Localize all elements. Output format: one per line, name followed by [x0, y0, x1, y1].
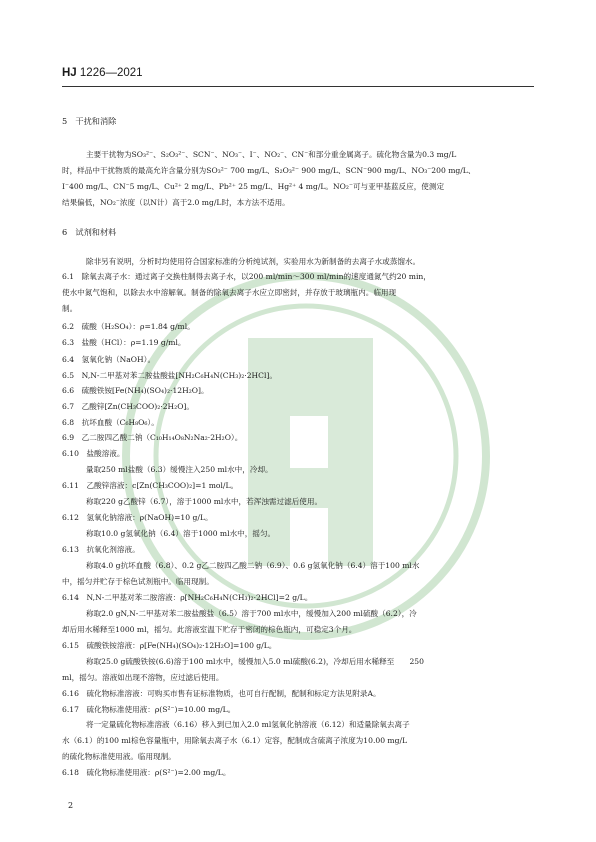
section-6-line: 却后用水稀释至1000 ml，摇匀。此溶液室温下贮存于密闭的棕色瓶内，可稳定3个月。	[62, 625, 357, 634]
section-6-line: 6.5 N,N-二甲基对苯二胺盐酸盐[NH₂C₆H₄N(CH₃)₂·2HCl]。	[62, 371, 277, 380]
section-6-line: 称取10.0 g氢氧化钠（6.4）溶于1000 ml水中，摇匀。	[86, 529, 276, 538]
section-5-line: 结果偏低，NO₂⁻浓度（以N计）高于2.0 mg/L时，本方法不适用。	[62, 198, 290, 207]
section-6-line: 6.9 乙二胺四乙酸二钠（C₁₀H₁₄O₈N₂Na₂·2H₂O）。	[62, 433, 243, 442]
section-6-line: 6.8 抗坏血酸（C₆H₈O₆）。	[62, 418, 159, 427]
section-6-line: 量取250 ml盐酸（6.3）缓慢注入250 ml水中，冷却。	[86, 465, 273, 474]
section-6-line: 6.11 乙酸锌溶液：c[Zn(CH₃COO)₂]=1 mol/L。	[62, 481, 239, 490]
section-6-line: 将一定量硫化物标准溶液（6.16）移入到已加入2.0 ml氢氧化钠溶液（6.12）和适量除氧去离子	[86, 720, 410, 729]
section-6-line: 6.17 硫化物标准使用液：ρ(S²⁻)=10.00 mg/L。	[62, 705, 236, 714]
section-6-line: 的硫化物标准使用液。临用现制。	[62, 752, 176, 761]
section-5-line: 主要干扰物为SO₃²⁻、S₂O₃²⁻、SCN⁻、NO₃⁻、I⁻、NO₂⁻、CN⁻和部分重金属离子。硫化物含量为0.3 mg/L	[86, 150, 457, 159]
section-6-line: 6.14 N,N-二甲基对苯二胺溶液：ρ[NH₂C₆H₄N(CH₃)₂·2HCl]=2 g/L。	[62, 593, 313, 602]
section-5-line: I⁻400 mg/L、CN⁻5 mg/L、Cu²⁺ 2 mg/L、Pb²⁺ 25 mg/L、Hg²⁺ 4 mg/L。NO₂⁻可与亚甲基蓝反应，使测定	[62, 182, 445, 191]
section-6-line: 6.13 抗氧化剂溶液。	[62, 545, 140, 554]
section-6-heading: 6 试剂和材料	[62, 227, 117, 237]
section-6-line: 6.3 盐酸（HCl）：ρ=1.19 g/ml。	[62, 338, 186, 347]
section-6-line: 6.6 硫酸铁铵[Fe(NH₄)(SO₄)₂·12H₂O]。	[62, 386, 209, 395]
section-6-line: 6.2 硫酸（H₂SO₄）：ρ=1.84 g/ml。	[62, 322, 195, 331]
section-6-line: 除非另有说明，分析时均使用符合国家标准的分析纯试剂，实验用水为新制备的去离子水或蒸馏水。	[86, 257, 421, 266]
section-6-line: 6.18 硫化物标准使用液：ρ(S²⁻)=2.00 mg/L。	[62, 768, 231, 777]
standard-code: HJ	[62, 67, 77, 79]
section-6-line: 6.7 乙酸锌[Zn(CH₃COO)₂·2H₂O]。	[62, 402, 194, 411]
section-6-line: 6.15 硫酸铁铵溶液：ρ[Fe(NH₄)(SO₄)₂·12H₂O]=100 g/L。	[62, 641, 277, 650]
section-6-line: 6.1 除氧去离子水：通过离子交换柱制得去离子水，以200 ml/min～300 ml/min的速度通氮气约20 min，	[62, 272, 431, 281]
header-rule	[62, 86, 534, 87]
section-6-line: 6.12 氢氧化钠溶液：ρ(NaOH)=10 g/L。	[62, 513, 213, 522]
section-6-line: 6.4 氢氧化钠（NaOH）。	[62, 355, 156, 364]
standard-number: 1226—2021	[79, 67, 143, 79]
section-6-line: 称取4.0 g抗坏血酸（6.8）、0.2 g乙二胺四乙酸二钠（6.9）、0.6 g氢氧化钠（6.4）溶于100 ml水	[86, 561, 420, 570]
page-number: 2	[68, 801, 74, 810]
section-6-line: 6.16 硫化物标准溶液：可购买市售有证标准物质，也可自行配制，配制和标定方法见附录A。	[62, 689, 381, 698]
section-6-line: 制。	[62, 304, 78, 313]
section-6-line: ml，摇匀。溶液如出现不溶物，应过滤后使用。	[62, 673, 224, 682]
section-6-line: 中，摇匀并贮存于棕色试剂瓶中。临用现制。	[62, 577, 214, 586]
section-6-line: 称取25.0 g硫酸铁铵(6.6)溶于100 ml水中，缓慢加入5.0 ml硫酸(6.2)，冷却后用水稀释至 250	[86, 657, 424, 666]
document-header	[62, 67, 143, 79]
section-6-line: 称取2.0 gN,N-二甲基对苯二胺盐酸盐（6.5）溶于700 ml水中，缓慢加入200 ml硫酸（6.2），冷	[86, 609, 417, 618]
section-6-line: 使水中氮气饱和，以除去水中溶解氧。制备的除氧去离子水应立即密封，并存放于玻璃瓶内。临用现	[62, 288, 397, 297]
section-6-line: 6.10 盐酸溶液。	[62, 449, 125, 458]
section-5-heading: 5 干扰和消除	[62, 116, 117, 126]
section-6-line: 水（6.1）的100 ml棕色容量瓶中，用除氧去离子水（6.1）定容，配制成含硫离子浓度为10.00 mg/L	[62, 736, 408, 745]
section-5-line: 时，样品中干扰物质的最高允许含量分别为SO₃²⁻ 700 mg/L、S₂O₃²⁻ 900 mg/L、SCN⁻900 mg/L、NO₃⁻200 mg/L、	[62, 166, 476, 175]
section-6-line: 称取220 g乙酸锌（6.7），溶于1000 ml水中，若浑浊需过滤后使用。	[86, 497, 323, 506]
